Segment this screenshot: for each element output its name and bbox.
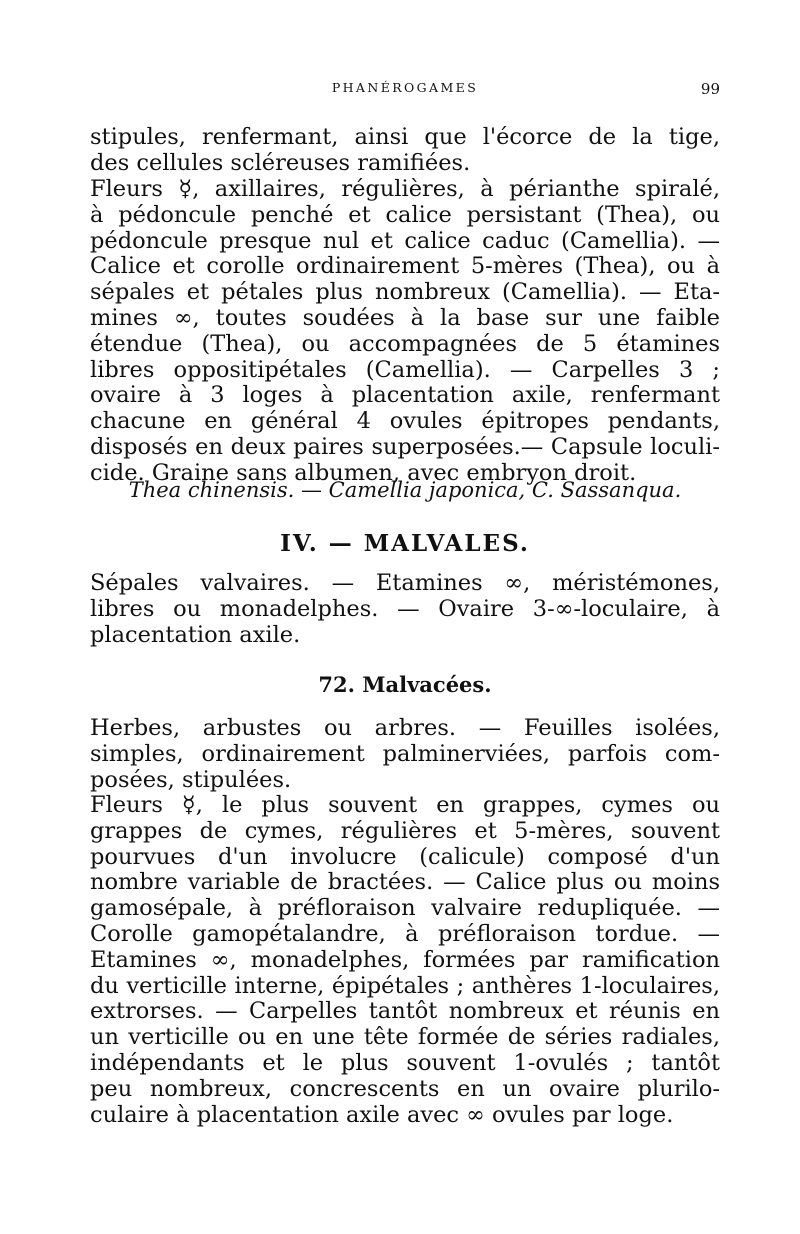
- text-line: pourvues d'un involucre (calicule) composé d'un: [90, 843, 720, 870]
- text-line: posées, stipulées.: [90, 766, 292, 793]
- text-line: grappes de cymes, régulières et 5-mères, souvent: [90, 817, 720, 844]
- text-line: extrorses. — Carpelles tantôt nombreux et réunis en: [90, 998, 720, 1025]
- text-line: libres ou monadelphes. — Ovaire 3-∞-loculaire, à: [90, 595, 720, 622]
- text-line: mines ∞, toutes soudées à la base sur une faible: [90, 304, 720, 331]
- text-line: étendue (Thea), ou accompagnées de 5 étamines: [90, 330, 720, 357]
- text-line: Calice et corolle ordinairement 5-mères (Thea), ou à: [90, 253, 720, 280]
- text-line: disposés en deux paires superposées.— Capsule loculi-: [90, 433, 720, 460]
- text-line: cide. Graine sans albumen, avec embryon droit.: [90, 459, 637, 486]
- text-line: des cellules scléreuses ramifiées.: [90, 149, 471, 176]
- paragraph-stipules: [90, 125, 720, 177]
- page-header: [90, 80, 720, 102]
- paragraph-malvacees-flowers: [90, 793, 720, 1128]
- text-line: un verticille ou en une tête formée de séries radiales,: [90, 1024, 720, 1051]
- text-line: indépendants et le plus souvent 1-ovulés ; tantôt: [90, 1049, 720, 1076]
- text-line: pédoncule presque nul et calice caduc (Camellia). —: [90, 227, 720, 254]
- text-line: Sépales valvaires. — Etamines ∞, méristémones,: [90, 570, 720, 596]
- page-number: 99: [700, 80, 720, 98]
- text-line: à pédoncule penché et calice persistant (Thea), ou: [90, 201, 720, 228]
- text-line: simples, ordinairement palminerviées, parfois com-: [90, 740, 720, 767]
- text-line: Herbes, arbustes ou arbres. — Feuilles isolées,: [90, 715, 720, 741]
- running-head: PHANÉROGAMES: [331, 80, 479, 95]
- family-heading: 72. Malvacées.: [318, 672, 492, 697]
- paragraph-thea-flowers: [90, 177, 720, 487]
- text-line: sépales et pétales plus nombreux (Camellia). — Eta-: [90, 279, 720, 306]
- text-line: peu nombreux, concrescents en un ovaire plurilo-: [90, 1075, 720, 1102]
- text-line: culaire à placentation axile avec ∞ ovules par loge.: [90, 1101, 674, 1128]
- text-line: Fleurs ☿, axillaires, régulières, à périanthe spiralé,: [90, 176, 720, 202]
- section-heading: IV. — MALVALES.: [280, 530, 530, 557]
- text-line: nombre variable de bractées. — Calice plus ou moins: [90, 869, 720, 896]
- paragraph-malvacees-habit: [90, 716, 720, 793]
- text-line: Corolle gamopétalandre, à préfloraison tordue. —: [90, 920, 720, 947]
- text-line: gamosépale, à préfloraison valvaire redupliquée. —: [90, 895, 720, 922]
- text-line: Fleurs ☿, le plus souvent en grappes, cymes ou: [90, 792, 720, 818]
- paragraph-malvales: [90, 571, 720, 648]
- text-line: du verticille interne, épipétales ; anthères 1-loculaires,: [90, 972, 720, 999]
- species-examples: Thea chinensis. — Camellia japonica, C. Sassanqua.: [128, 478, 682, 502]
- text-line: chacune en général 4 ovules épitropes pendants,: [90, 408, 720, 435]
- text-line: Etamines ∞, monadelphes, formées par ramification: [90, 946, 720, 973]
- text-line: stipules, renfermant, ainsi que l'écorce de la tige,: [90, 124, 720, 150]
- text-line: ovaire à 3 loges à placentation axile, renfermant: [90, 382, 720, 409]
- text-line: placentation axile.: [90, 621, 301, 648]
- text-line: libres oppositipétales (Camellia). — Carpelles 3 ;: [90, 356, 720, 383]
